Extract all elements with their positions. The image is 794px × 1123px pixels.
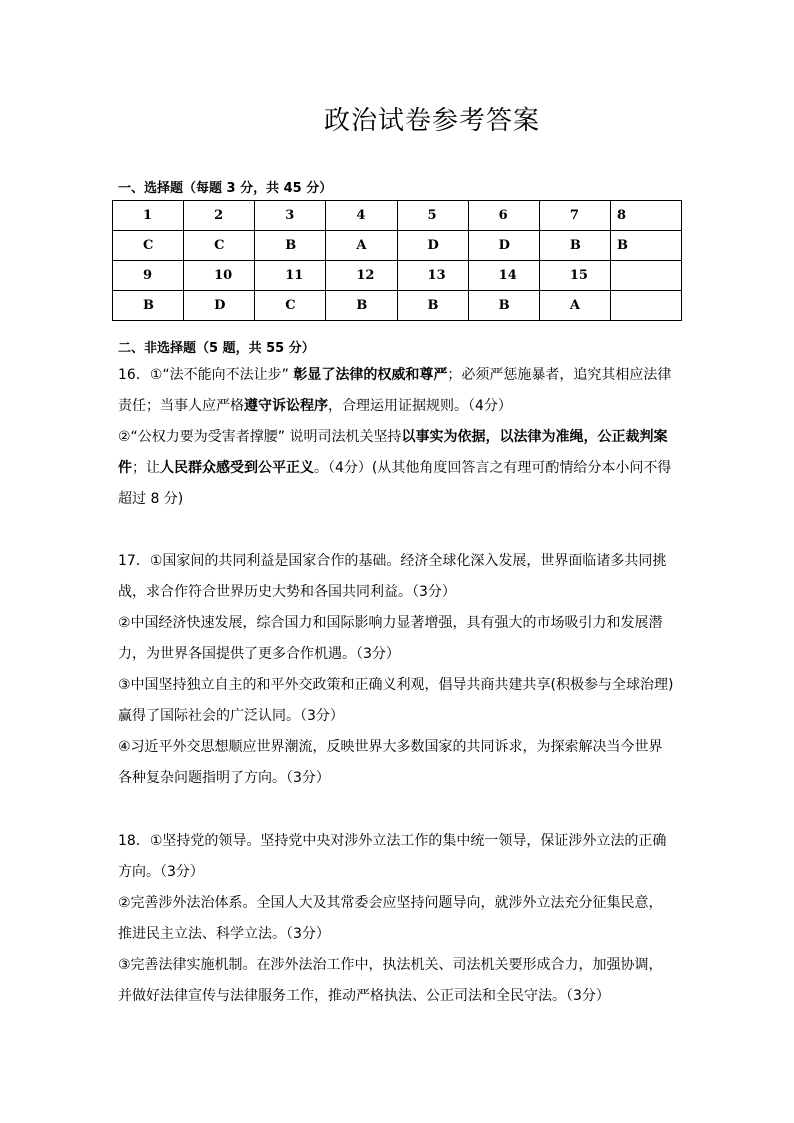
answer-table-cell: B xyxy=(113,291,184,321)
question-18-part-3: ③完善法律实施机制。在涉外法治工作中，执法机关、司法机关要形成合力，加强协调，并做好法律宣传与法律服务工作，推动严格执法、公正司法和全民守法。（3分） xyxy=(118,957,663,1004)
question-17-part-1: 17．①国家间的共同利益是国家合作的基础。经济全球化深入发展，世界面临诸多共同挑战，求合作符合世界历史大势和各国共同利益。（3分） xyxy=(118,553,667,600)
answer-table-row xyxy=(113,201,682,231)
answer-table-cell: 7 xyxy=(539,201,610,231)
answer-table-cell: B xyxy=(326,291,397,321)
answer-table-cell: 3 xyxy=(255,201,326,231)
question-16-part-2: ②“公权力要为受害者撑腰” 说明司法机关坚持以事实为依据，以法律为准绳，公正裁判案件；让人民群众感受到公平正义。（4分）(从其他角度回答言之有理可酌情给分本小问不得超过 8 分) xyxy=(118,429,672,507)
answer-table-cell: 6 xyxy=(468,201,539,231)
question-18-answer xyxy=(118,826,674,1012)
answer-table-cell: B xyxy=(468,291,539,321)
answer-table-cell: 8 xyxy=(610,201,681,231)
answer-table-cell: 1 xyxy=(113,201,184,231)
answer-table-cell: B xyxy=(397,291,468,321)
question-18-part-2: ②完善涉外法治体系。全国人大及其常委会应坚持问题导向，就涉外立法充分征集民意，推进民主立法、科学立法。（3分） xyxy=(118,895,663,942)
answer-table-cell: B xyxy=(610,231,681,261)
answer-table-cell: A xyxy=(539,291,610,321)
answer-table-cell: 4 xyxy=(326,201,397,231)
answer-table-row xyxy=(113,231,682,261)
answer-table-cell: A xyxy=(326,231,397,261)
answer-table-cell: 2 xyxy=(184,201,255,231)
answer-table-cell xyxy=(610,291,681,321)
answer-table-cell: B xyxy=(255,231,326,261)
question-16-part-1: 16．①“法不能向不法让步” 彰显了法律的权威和尊严；必须严惩施暴者，追究其相应法律责任；当事人应严格遵守诉讼程序，合理运用证据规则。（4分） xyxy=(118,367,672,414)
answer-table-cell: 11 xyxy=(255,261,326,291)
answer-table-cell: D xyxy=(184,291,255,321)
question-17-part-4: ④习近平外交思想顺应世界潮流，反映世界大多数国家的共同诉求，为探索解决当今世界各种复杂问题指明了方向。（3分） xyxy=(118,739,663,786)
answer-table-cell: 14 xyxy=(468,261,539,291)
answer-table-cell: 5 xyxy=(397,201,468,231)
answer-table-cell: D xyxy=(468,231,539,261)
answer-table-cell: 9 xyxy=(113,261,184,291)
question-16-answer xyxy=(118,360,674,515)
answer-table-cell: 10 xyxy=(184,261,255,291)
page-title: 政治试卷参考答案 xyxy=(323,106,540,136)
answer-table-cell: C xyxy=(184,231,255,261)
answer-table-cell: B xyxy=(539,231,610,261)
section-heading-non-choice: 二、非选择题（5 题，共 55 分） xyxy=(118,341,315,356)
answer-table-cell: C xyxy=(113,231,184,261)
question-17-part-2: ②中国经济快速发展，综合国力和国际影响力显著增强，具有强大的市场吸引力和发展潜力，为世界各国提供了更多合作机遇。（3分） xyxy=(118,615,663,662)
answer-table-cell: C xyxy=(255,291,326,321)
answer-table xyxy=(112,200,682,321)
question-17-answer xyxy=(118,546,674,794)
question-18-part-1: 18．①坚持党的领导。坚持党中央对涉外立法工作的集中统一领导，保证涉外立法的正确方向。（3分） xyxy=(118,833,667,880)
answer-table-cell: 13 xyxy=(397,261,468,291)
answer-table-cell xyxy=(610,261,681,291)
answer-table-cell: 15 xyxy=(539,261,610,291)
answer-table-row xyxy=(113,291,682,321)
question-17-part-3: ③中国坚持独立自主的和平外交政策和正确义利观，倡导共商共建共享(积极参与全球治理)赢得了国际社会的广泛认同。（3分） xyxy=(118,677,674,724)
answer-table-row xyxy=(113,261,682,291)
section-heading-multiple-choice: 一、选择题（每题 3 分，共 45 分） xyxy=(118,181,333,196)
answer-table-cell: 12 xyxy=(326,261,397,291)
answer-table-cell: D xyxy=(397,231,468,261)
